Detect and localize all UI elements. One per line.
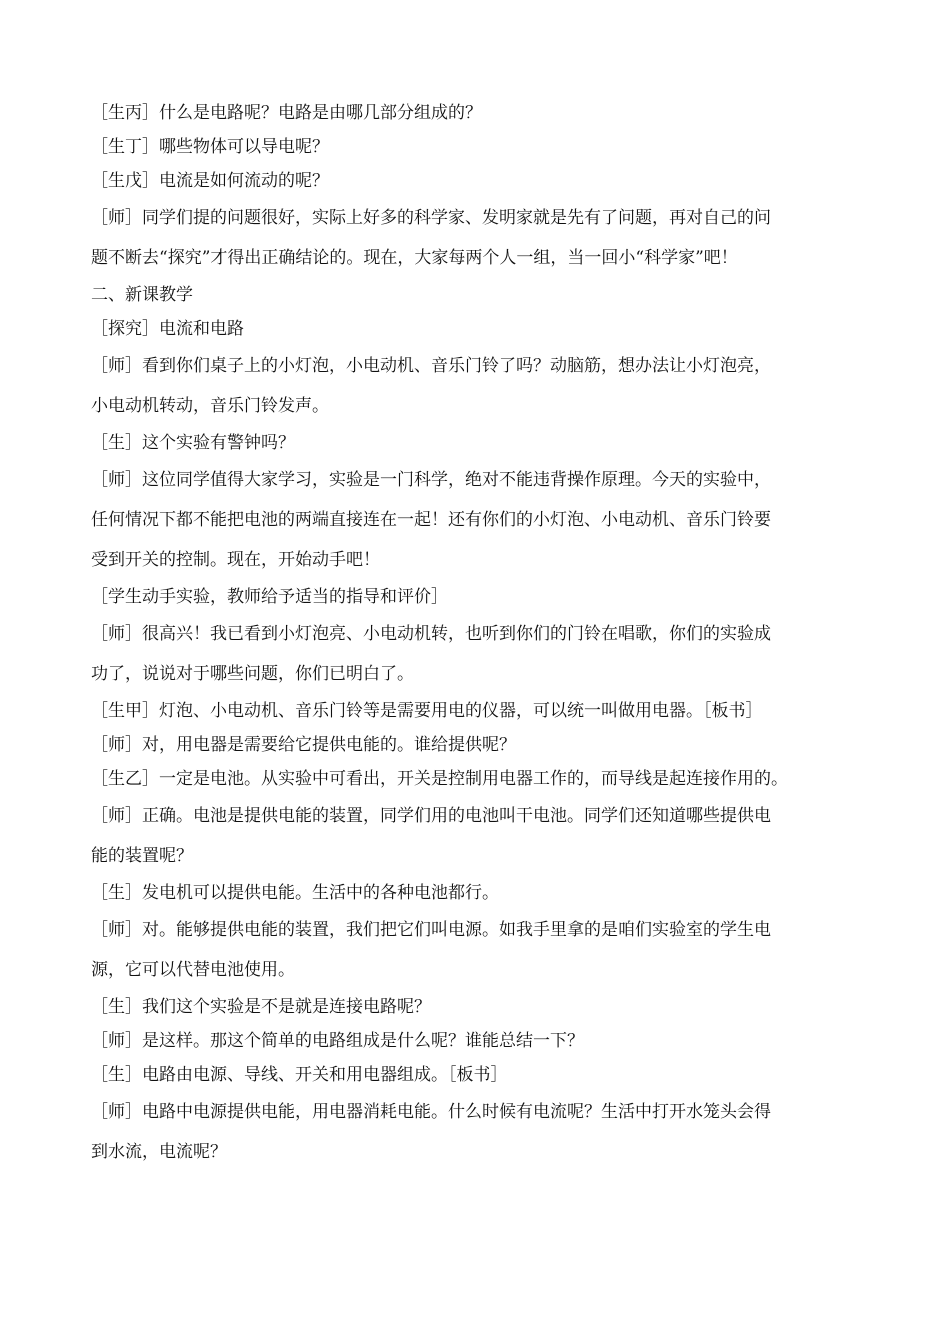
text-line: ［生乙］一定是电池。从实验中可看出，开关是控制用电器工作的，而导线是起连接作用的。	[91, 769, 788, 789]
text-line: 任何情况下都不能把电池的两端直接连在一起！还有你们的小灯泡、小电动机、音乐门铃要	[91, 510, 771, 530]
text-line: ［生］我们这个实验是不是就是连接电路呢？	[91, 997, 431, 1017]
text-line: 到水流，电流呢？	[91, 1142, 227, 1162]
text-line: ［生］电路由电源、导线、开关和用电器组成。［板书］	[91, 1065, 508, 1085]
text-line: ［生丙］什么是电路呢？电路是由哪几部分组成的？	[91, 103, 482, 123]
text-line: 功了，说说对于哪些问题，你们已明白了。	[91, 664, 414, 684]
text-line: 能的装置呢？	[91, 846, 193, 866]
text-line: ［师］看到你们桌子上的小灯泡，小电动机、音乐门铃了吗？动脑筋，想办法让小灯泡亮，	[91, 356, 771, 376]
text-line: ［师］对，用电器是需要给它提供电能的。谁给提供呢？	[91, 735, 516, 755]
text-line: ［学生动手实验，教师给予适当的指导和评价］	[91, 587, 448, 607]
text-line: ［师］很高兴！我已看到小灯泡亮、小电动机转，也听到你们的门铃在唱歌，你们的实验成	[91, 624, 771, 644]
text-line: ［师］正确。电池是提供电能的装置，同学们用的电池叫干电池。同学们还知道哪些提供电	[91, 806, 771, 826]
text-line: 小电动机转动，音乐门铃发声。	[91, 396, 329, 416]
text-line: ［师］对。能够提供电能的装置，我们把它们叫电源。如我手里拿的是咱们实验室的学生电	[91, 920, 771, 940]
text-line: 源，它可以代替电池使用。	[91, 960, 295, 980]
text-line: ［生丁］哪些物体可以导电呢？	[91, 137, 329, 157]
text-line: ［师］同学们提的问题很好，实际上好多的科学家、发明家就是先有了问题，再对自己的问	[91, 208, 771, 228]
text-line: 题不断去“探究”才得出正确结论的。现在，大家每两个人一组，当一回小“科学家”吧！	[91, 248, 738, 268]
text-line: ［生戊］电流是如何流动的呢？	[91, 171, 329, 191]
text-line: ［生］这个实验有警钟吗？	[91, 433, 295, 453]
text-line: ［师］这位同学值得大家学习，实验是一门科学，绝对不能违背操作原理。今天的实验中，	[91, 470, 771, 490]
document-body	[91, 96, 866, 1172]
section-heading: 二、新课教学	[91, 285, 193, 305]
text-line: 受到开关的控制。现在，开始动手吧！	[91, 550, 380, 570]
text-line: ［师］电路中电源提供电能，用电器消耗电能。什么时候有电流呢？生活中打开水笼头会得	[91, 1102, 771, 1122]
text-line: ［生甲］灯泡、小电动机、音乐门铃等是需要用电的仪器，可以统一叫做用电器。［板书］	[91, 701, 763, 721]
subsection-heading: ［探究］电流和电路	[91, 319, 244, 339]
text-line: ［师］是这样。那这个简单的电路组成是什么呢？谁能总结一下？	[91, 1031, 584, 1051]
text-line: ［生］发电机可以提供电能。生活中的各种电池都行。	[91, 883, 499, 903]
